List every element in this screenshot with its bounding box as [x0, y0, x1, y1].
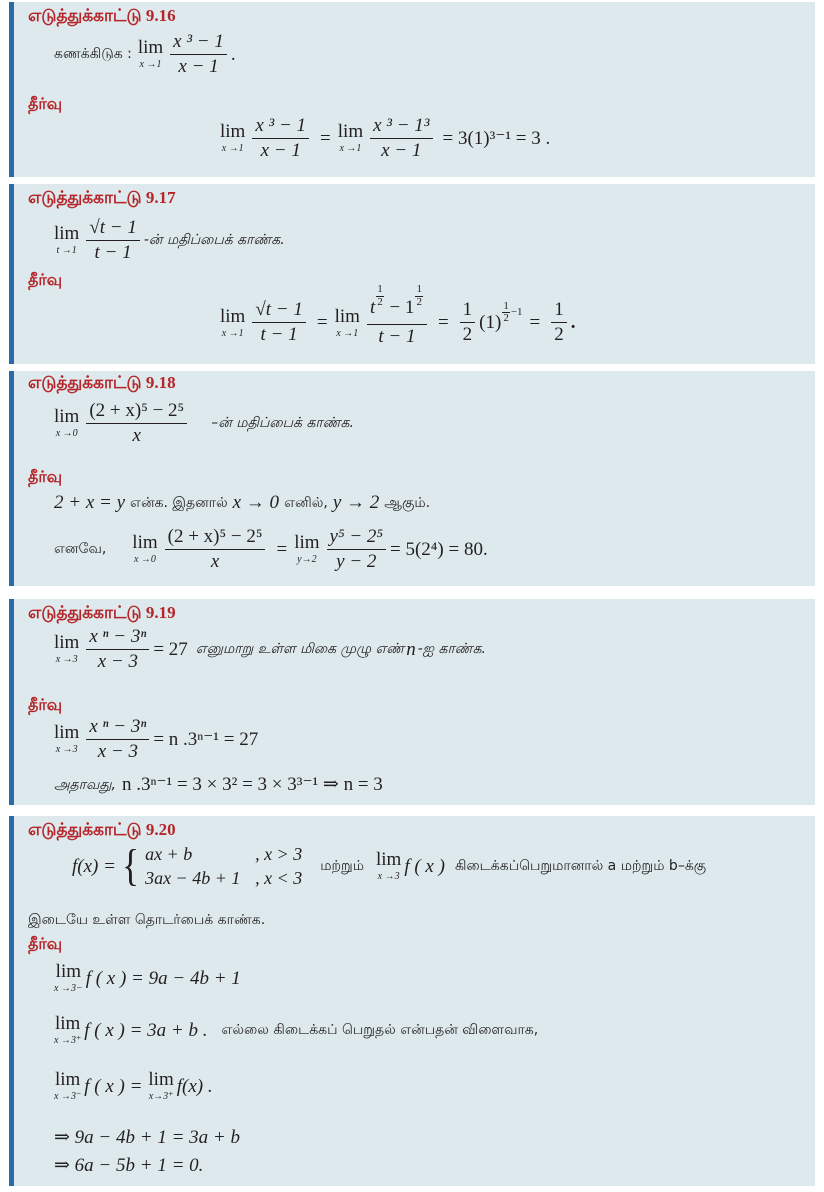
example-box-9-16 — [9, 2, 815, 177]
solution-label: தீர்வு — [28, 934, 63, 953]
piecewise-cases: ax + b , x > 3 3ax − 4b + 1 , x < 3 — [145, 844, 303, 888]
solution-line-4: ⇒ 9a − 4b + 1 = 3a + b — [54, 1127, 240, 1148]
solution-line-1: lim x →3− f ( x ) = 9a − 4b + 1 — [54, 961, 241, 994]
prompt-text: கணக்கிடுக : — [54, 46, 132, 63]
solution-equation: lim x →1 $\frac{√t - 1}{t - 1}$ = lim x →1 t $\frac{1}{2}$ − 1 $\frac{1}{2}$ t − 1 = $\frac{1}{2}$ (1) 1 2 −1 = $\frac{1}{2}$ . — [220, 283, 576, 348]
problem-statement: lim t →1 $\frac{√t - 1}{t - 1}$ -ன் மதிப்பைக் காண்க. — [54, 217, 285, 263]
example-box-9-18 — [9, 371, 815, 586]
solution-line-2: எனவே, lim x →0 $\frac{\text{(2 + x)⁵ − 2⁵}}{x}$ = lim y→2 $\frac{\text{y⁵ − 2⁵}}{y - 2}$ = 5(2⁴) = 80. — [54, 526, 488, 572]
limit-operator: lim x →1 — [137, 37, 164, 71]
solution-label: தீர்வு — [28, 94, 63, 113]
example-box-9-19 — [9, 599, 815, 805]
problem-statement: lim x →3 $\frac{\text{x ⁿ − 3ⁿ}}{x - 3}$ = 27 எனுமாறு உள்ள மிகை முழு எண் n -ஐ காண்க. — [54, 626, 486, 672]
example-box-9-20 — [9, 816, 815, 1186]
solution-line-3: lim x →3⁻ f ( x ) = lim x→3⁺ f(x) . — [54, 1069, 213, 1102]
solution-label: தீர்வு — [28, 695, 63, 714]
solution-line-1: lim x →3 $\frac{\text{x ⁿ − 3ⁿ}}{x - 3}$ = n .3ⁿ⁻¹ = 27 — [54, 716, 259, 762]
problem-statement: f(x) = { ax + b , x > 3 3ax − 4b + 1 , x < 3 மற்றும் lim x →3 f ( x ) கிடைக்கப்பெறுமானால் a மற்றும் b–க்கு — [72, 841, 707, 890]
problem-line-2: இடையே உள்ள தொடர்பைக் காண்க. — [28, 912, 266, 928]
solution-label: தீர்வு — [28, 270, 63, 289]
example-title: எடுத்துக்காட்டு 9.19 — [28, 603, 176, 622]
problem-statement: lim x →0 $\frac{\text{(2 + x)⁵ − 2⁵}}{x}$ –ன் மதிப்பைக் காண்க. — [54, 400, 354, 446]
solution-line-2: அதாவது, n .3ⁿ⁻¹ = 3 × 3² = 3 × 3³⁻¹ ⇒ n = 3 — [54, 774, 383, 795]
solution-line-5: ⇒ 6a − 5b + 1 = 0. — [54, 1155, 204, 1176]
solution-line-1: 2 + x = y என்க. இதனால் x → 0 எனில், y → 2 ஆகும். — [54, 492, 431, 513]
solution-line-2: lim x →3⁺ f ( x ) = 3a + b . எல்லை கிடைக்கப் பெறுதல் என்பதன் விளைவாக, — [54, 1013, 539, 1046]
solution-equation: lim x →1 $\frac{\text{x ³ − 1}}{x - 1}$ = lim x →1 $\frac{\text{x ³ − 1³}}{x - 1}$ = 3(1)³⁻¹ = 3 . — [220, 115, 551, 161]
example-title: எடுத்துக்காட்டு 9.17 — [28, 188, 176, 207]
example-box-9-17 — [9, 184, 815, 364]
result: = 5(2⁴) = 80. — [390, 538, 488, 560]
fraction: $\frac{\text{x ³ − 1}}{x - 1}$ — [170, 32, 227, 77]
example-title: எடுத்துக்காட்டு 9.20 — [28, 820, 176, 839]
prompt-text: –ன் மதிப்பைக் காண்க. — [211, 415, 354, 432]
solution-label: தீர்வு — [28, 467, 63, 486]
problem-statement: கணக்கிடுக : lim x →1 $\frac{\text{x ³ − 1}}{x - 1}$ . — [54, 31, 236, 77]
example-title: எடுத்துக்காட்டு 9.16 — [28, 6, 176, 25]
prompt-text: -ன் மதிப்பைக் காண்க. — [143, 232, 285, 249]
result: = 3(1)³⁻¹ = 3 . — [442, 127, 551, 149]
example-title: எடுத்துக்காட்டு 9.18 — [28, 373, 176, 392]
